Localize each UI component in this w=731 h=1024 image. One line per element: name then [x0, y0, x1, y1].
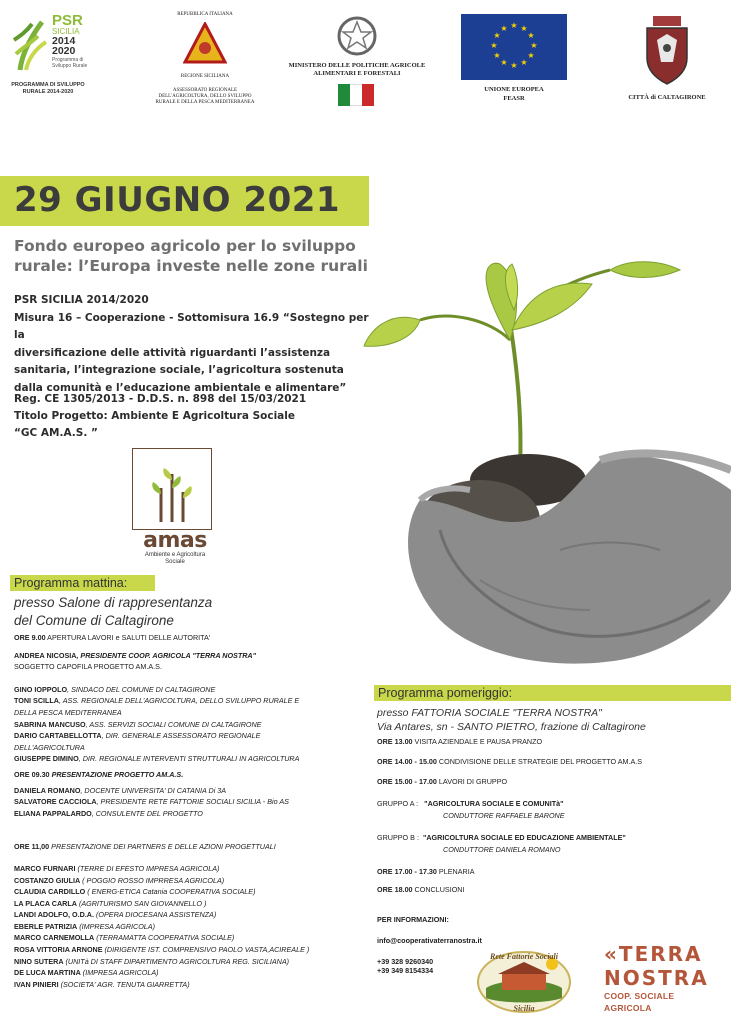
program-row: SABRINA MANCUSO, ASS. SERVIZI SOCIALI COMUNE DI CALTAGIRONE — [14, 719, 262, 729]
psr-year-end: 2020 — [52, 45, 76, 57]
partner-row — [14, 921, 374, 933]
ministero-logo — [286, 12, 428, 112]
partner-row — [14, 875, 374, 887]
program-row: DELLA PESCA MEDITERRANEA — [14, 707, 122, 717]
coat-of-arms-icon — [639, 14, 695, 88]
reg-line: Titolo Progetto: Ambiente E Agricoltura Sociale — [14, 410, 295, 422]
psr-word: PSR — [52, 12, 83, 29]
psr-line: dalla comunità e l’educazione ambientale e alimentare” — [14, 381, 347, 394]
psr-year-start: 2014 — [52, 35, 76, 47]
partner-role: ( ENERG-ETICA Catania COOPERATIVA SOCIALE) — [85, 887, 256, 897]
psr-line: Misura 16 – Cooperazione - Sottomisura 16.9 “Sostegno per la — [14, 311, 369, 341]
psr-sicilia-logo — [10, 12, 100, 108]
eu-flag-icon — [461, 14, 567, 80]
event-date: 29 GIUGNO 2021 — [14, 180, 341, 220]
svg-text:★: ★ — [520, 58, 528, 67]
program-row: TONI SCILLA, ASS. REGIONALE DELL'AGRICOLTURA, DELLO SVILUPPO RURALE E — [14, 696, 300, 706]
psr-measure-block — [14, 292, 374, 397]
partner-name: CLAUDIA CARDILLO — [14, 887, 86, 897]
subtitle-line-2: rurale: l’Europa investe nelle zone rurali — [14, 257, 368, 275]
ministero-name: MINISTERO DELLE POLITICHE AGRICOLE ALIMENTARI E FORESTALI — [288, 62, 426, 77]
reg-line: “GC AM.A.S. ” — [14, 427, 98, 439]
regulation-block — [14, 391, 374, 442]
afternoon-item — [377, 776, 727, 788]
program-row: ORE 9.00 APERTURA LAVORI e SALUTI DELLE AUTORITA' — [14, 633, 211, 642]
regione-siciliana-logo — [150, 12, 260, 122]
afternoon-item-time: ORE 13.00 — [377, 737, 413, 746]
program-row: ANDREA NICOSIA, PRESIDENTE COOP. AGRICOLA "TERRA NOSTRA" — [14, 650, 257, 660]
wheat-icon — [12, 14, 52, 74]
caltagirone-logo — [612, 12, 722, 108]
svg-text:★: ★ — [500, 24, 508, 33]
program-row: GRUPPO B : "AGRICOLTURA SOCIALE ED EDUCAZIONE AMBIENTALE" — [377, 833, 626, 842]
afternoon-venue — [377, 706, 646, 734]
terra-line-3: COOP. SOCIALE AGRICOLA — [604, 991, 675, 1013]
partner-name: MARCO CARNEMOLLA — [14, 933, 95, 943]
program-row: DANIELA ROMANO, DOCENTE UNIVERSITA' DI CATANIA Di 3A — [14, 785, 227, 795]
plant-sprouts-icon — [147, 458, 197, 524]
partner-role: (UNITà DI STAFF DIPARTIMENTO AGRICOLTURA REG. SICILIANA) — [63, 956, 290, 966]
program-row: CONDUTTORE DANIELA ROMANO — [443, 845, 561, 854]
amas-logo — [130, 448, 220, 570]
subtitle-line-1: Fondo europeo agricolo per lo sviluppo — [14, 237, 356, 255]
partner-row — [14, 886, 374, 898]
partner-name: DE LUCA MARTINA — [14, 968, 81, 978]
afternoon-item-time: ORE 14.00 - 15.00 — [377, 757, 437, 766]
repubblica-text: REPUBBLICA ITALIANA — [177, 12, 233, 17]
afternoon-item-time: ORE 15.00 - 17.00 — [377, 777, 437, 786]
partner-row — [14, 979, 374, 991]
partner-name: MARCO FURNARI — [14, 863, 76, 873]
morning-title-bar — [10, 575, 155, 591]
program-row: ORE 18.00 CONCLUSIONI — [377, 885, 465, 894]
info-email[interactable]: info@cooperativaterranostra.it — [377, 936, 482, 945]
svg-text:★: ★ — [490, 41, 498, 50]
afternoon-item-text: CONDIVISIONE DELLE STRATEGIE DEL PROGETTO AM.A.S — [436, 757, 643, 766]
program-row: ORE 11,00 PRESENTAZIONE DEI PARTNERS E DELLE AZIONI PROGETTUALI — [14, 842, 276, 852]
partner-role: (AGRITURISMO SAN GIOVANNELLO ) — [76, 898, 207, 908]
hands-seedling-illustration — [360, 250, 731, 690]
partner-row — [14, 956, 374, 968]
terra-line-2: NOSTRA — [604, 966, 709, 990]
partner-name: COSTANZO GIULIA — [14, 875, 81, 885]
assessorato-text: ASSESSORATO REGIONALE DELL'AGRICOLTURA, DELLO SVILUPPO RURALE E DELLA PESCA MEDITERRANEA — [155, 88, 255, 105]
terra-nostra-logo — [604, 942, 722, 1012]
morning-program — [14, 632, 374, 990]
morning-venue-line-2: del Comune di Caltagirone — [14, 613, 174, 628]
ue-name: UNIONE EUROPEA — [484, 86, 544, 93]
partner-row — [14, 932, 374, 944]
psr-line: PSR SICILIA 2014/2020 — [14, 294, 149, 306]
afternoon-item — [377, 736, 727, 748]
italian-flag-icon — [338, 84, 374, 106]
morning-venue — [14, 594, 212, 630]
header-logos — [0, 0, 731, 130]
svg-text:★: ★ — [510, 21, 518, 30]
program-row: GINO IOPPOLO, SINDACO DEL COMUNE DI CALTAGIRONE — [14, 684, 216, 694]
afternoon-item-text: VISITA AZIENDALE E PAUSA PRANZO — [412, 737, 543, 746]
program-row: GIUSEPPE DIMINO, DIR. REGIONALE INTERVENTI STRUTTURALI IN AGRICOLTURA — [14, 754, 300, 764]
program-row: ORE 09.30 PRESENTAZIONE PROGETTO AM.A.S. — [14, 769, 184, 779]
ue-logo — [460, 12, 568, 108]
morning-venue-line-1: presso Salone di rappresentanza — [14, 595, 213, 610]
partner-name: IVAN PINIERI — [14, 979, 59, 989]
partner-role: (DIRIGENTE IST. COMPRENSIVO PAOLO VASTA,ACIREALE ) — [102, 945, 310, 955]
partner-row — [14, 863, 374, 875]
afternoon-venue-line-1: presso FATTORIA SOCIALE "TERRA NOSTRA" — [377, 707, 602, 719]
rete-fattorie-logo — [472, 942, 576, 1016]
info-phone-2[interactable]: +39 349 8154334 — [377, 966, 434, 975]
svg-text:★: ★ — [493, 31, 501, 40]
rete-top-text: Rete Fattorie Sociali — [490, 952, 558, 961]
citta-name: CITTÀ di CALTAGIRONE — [628, 94, 706, 101]
info-title: PER INFORMAZIONI: — [377, 915, 449, 924]
program-row: CONDUTTORE RAFFAELE BARONE — [443, 811, 565, 820]
regione-text: REGIONE SICILIANA — [180, 74, 230, 79]
program-row: DARIO CARTABELLOTTA, DIR. GENERALE ASSESSORATO REGIONALE — [14, 731, 261, 741]
emblem-icon — [335, 14, 379, 58]
partner-role: (IMPRESA AGRICOLA) — [77, 921, 155, 931]
partner-role: (OPERA DIOCESANA ASSISTENZA) — [94, 910, 217, 920]
partner-row — [14, 944, 374, 956]
afternoon-item — [377, 756, 727, 768]
partners-list — [14, 863, 374, 991]
date-banner — [0, 176, 369, 226]
terra-line-1: «TERRA — [604, 942, 703, 966]
partner-role: (TERRAMATTA COOPERATIVA SOCIALE) — [94, 933, 235, 943]
partner-name: LANDI ADOLFO, O.D.A. — [14, 910, 94, 920]
svg-text:★: ★ — [527, 31, 535, 40]
program-row: SOGGETTO CAPOFILA PROGETTO AM.A.S. — [14, 662, 162, 672]
program-row: ELIANA PAPPALARDO, CONSULENTE DEL PROGETTO — [14, 808, 203, 818]
psr-line: sanitaria, l’integrazione sociale, l’agricoltura sostenuta — [14, 364, 344, 376]
partner-row — [14, 967, 374, 979]
partner-name: LA PLACA CARLA — [14, 898, 77, 908]
psr-tagline: Programma di Sviluppo Rurale — [52, 57, 88, 69]
svg-text:★: ★ — [527, 51, 535, 60]
info-phone-1[interactable]: +39 328 9260340 — [377, 957, 434, 966]
trinacria-icon — [183, 22, 227, 66]
psr-sicilia: SICILIA — [52, 27, 80, 36]
program-row: ORE 17.00 - 17.30 PLENARIA — [377, 867, 475, 876]
partner-row — [14, 898, 374, 910]
svg-text:★: ★ — [493, 51, 501, 60]
afternoon-title-bar — [374, 685, 731, 701]
program-row: SALVATORE CACCIOLA, PRESIDENTE RETE FATTORIE SOCIALI SICILIA - Bio AS — [14, 797, 289, 807]
partner-role: (TERRE DI EFESTO IMPRESA AGRICOLA) — [75, 863, 220, 873]
partner-role: (IMPRESA AGRICOLA) — [80, 968, 159, 978]
svg-text:★: ★ — [500, 58, 508, 67]
svg-text:★: ★ — [520, 24, 528, 33]
psr-caption: PROGRAMMA DI SVILUPPO RURALE 2014-2020 — [11, 82, 85, 95]
partner-name: EBERLE PATRIZIA — [14, 921, 78, 931]
morning-title: Programma mattina: — [14, 576, 128, 590]
svg-text:★: ★ — [510, 61, 518, 70]
partner-name: NINO SUTERA — [14, 956, 64, 966]
svg-text:★: ★ — [530, 41, 538, 50]
afternoon-title: Programma pomeriggio: — [378, 686, 513, 700]
amas-sub-1: Ambiente e Agricoltura — [144, 552, 206, 558]
event-subtitle — [14, 236, 404, 276]
program-row: DELL'AGRICOLTURA — [14, 742, 85, 752]
afternoon-item-text: LAVORI DI GRUPPO — [436, 777, 508, 786]
partner-role: (SOCIETA' AGR. TENUTA GIARRETTA) — [58, 979, 190, 989]
program-row: GRUPPO A : "AGRICOLTURA SOCIALE E COMUNITà" — [377, 799, 564, 808]
amas-sub-2: Sociale — [165, 559, 185, 565]
partner-role: ( POGGIO ROSSO IMPRRESA AGRICOLA) — [80, 875, 225, 885]
psr-line: diversificazione delle attività riguardanti l’assistenza — [14, 346, 331, 359]
rete-bottom-text: Sicilia — [513, 1004, 535, 1013]
reg-line: Reg. CE 1305/2013 - D.D.S. n. 898 del 15/03/2021 — [14, 393, 307, 405]
amas-word: amas — [143, 528, 207, 553]
afternoon-program — [377, 736, 727, 975]
ue-fund: FEASR — [503, 95, 525, 102]
afternoon-items — [377, 736, 727, 788]
afternoon-venue-line-2: Via Antares, sn - SANTO PIETRO, frazione di Caltagirone — [377, 721, 646, 733]
partner-name: ROSA VITTORIA ARNONE — [14, 945, 103, 955]
partner-row — [14, 909, 374, 921]
